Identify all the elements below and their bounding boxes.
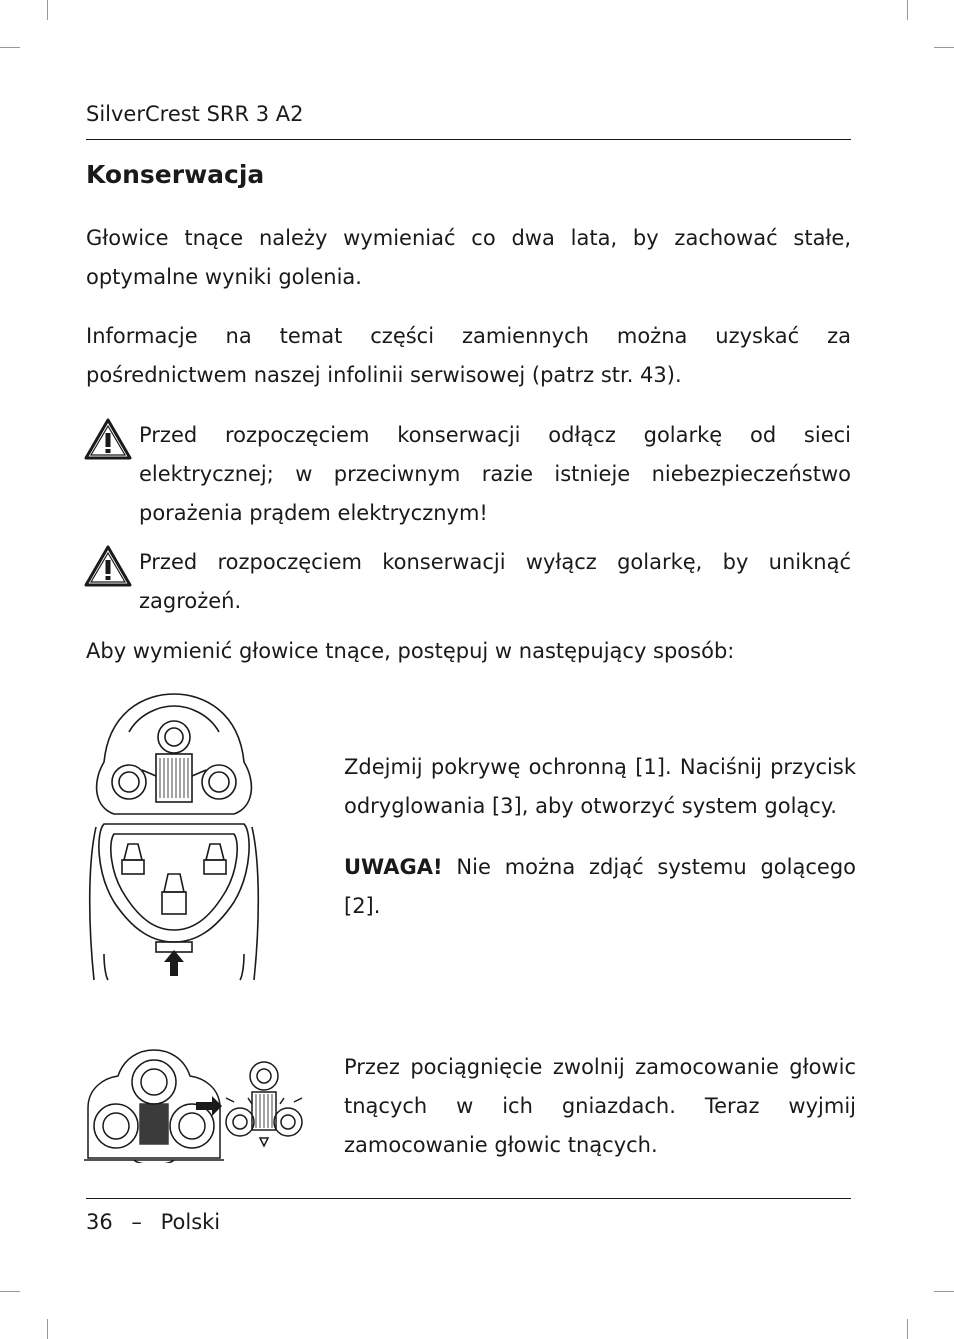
shaver-open-illustration [84, 692, 264, 982]
crop-mark [47, 1319, 48, 1339]
crop-mark [0, 47, 20, 48]
crop-mark [0, 1291, 20, 1292]
paragraph-procedure-intro: Aby wymienić głowice tnące, postępuj w następujący sposób: [86, 639, 735, 663]
warning-triangle-icon [84, 418, 132, 460]
crop-mark [907, 0, 908, 20]
section-title: Konserwacja [86, 160, 265, 189]
crop-mark [47, 0, 48, 20]
step2-instruction: Przez pociągnięcie zwolnij zamocowanie głowic tnących w ich gniazdach. Teraz wyjmij zamocowanie głowic tnących. [344, 1055, 856, 1157]
warning-triangle-icon [84, 545, 132, 587]
footer-separator: – [131, 1210, 142, 1234]
page-number: 36 [86, 1210, 113, 1234]
crop-mark [907, 1319, 908, 1339]
footer-rule [86, 1198, 851, 1199]
warning-text-switch-off: Przed rozpoczęciem konserwacji wyłącz golarkę, by uniknąć zagrożeń. [139, 550, 851, 613]
note-text: Nie można zdjąć systemu golącego [2]. [344, 855, 856, 918]
cutter-holder-removal-illustration [84, 1048, 308, 1163]
step1-instruction: Zdejmij pokrywę ochronną [1]. Naciśnij przycisk odryglowania [3], aby otworzyć system golący. [344, 755, 856, 818]
note-label: UWAGA! [344, 855, 443, 879]
step1-note [344, 848, 856, 926]
paragraph-spare-parts: Informacje na temat części zamiennych można uzyskać za pośrednictwem naszej infolinii serwisowej (patrz str. 43). [86, 324, 851, 387]
crop-mark [934, 1291, 954, 1292]
crop-mark [934, 47, 954, 48]
paragraph-replacement-interval: Głowice tnące należy wymieniać co dwa lata, by zachować stałe, optymalne wyniki golenia. [86, 226, 851, 289]
footer-language: Polski [160, 1210, 221, 1234]
page-footer [86, 1208, 220, 1236]
running-header: SilverCrest SRR 3 A2 [86, 102, 304, 126]
warning-text-unplug: Przed rozpoczęciem konserwacji odłącz golarkę od sieci elektrycznej; w przeciwnym razie istnieje niebezpieczeństwo porażenia prądem elektrycznym! [139, 423, 851, 525]
header-rule [86, 139, 851, 140]
